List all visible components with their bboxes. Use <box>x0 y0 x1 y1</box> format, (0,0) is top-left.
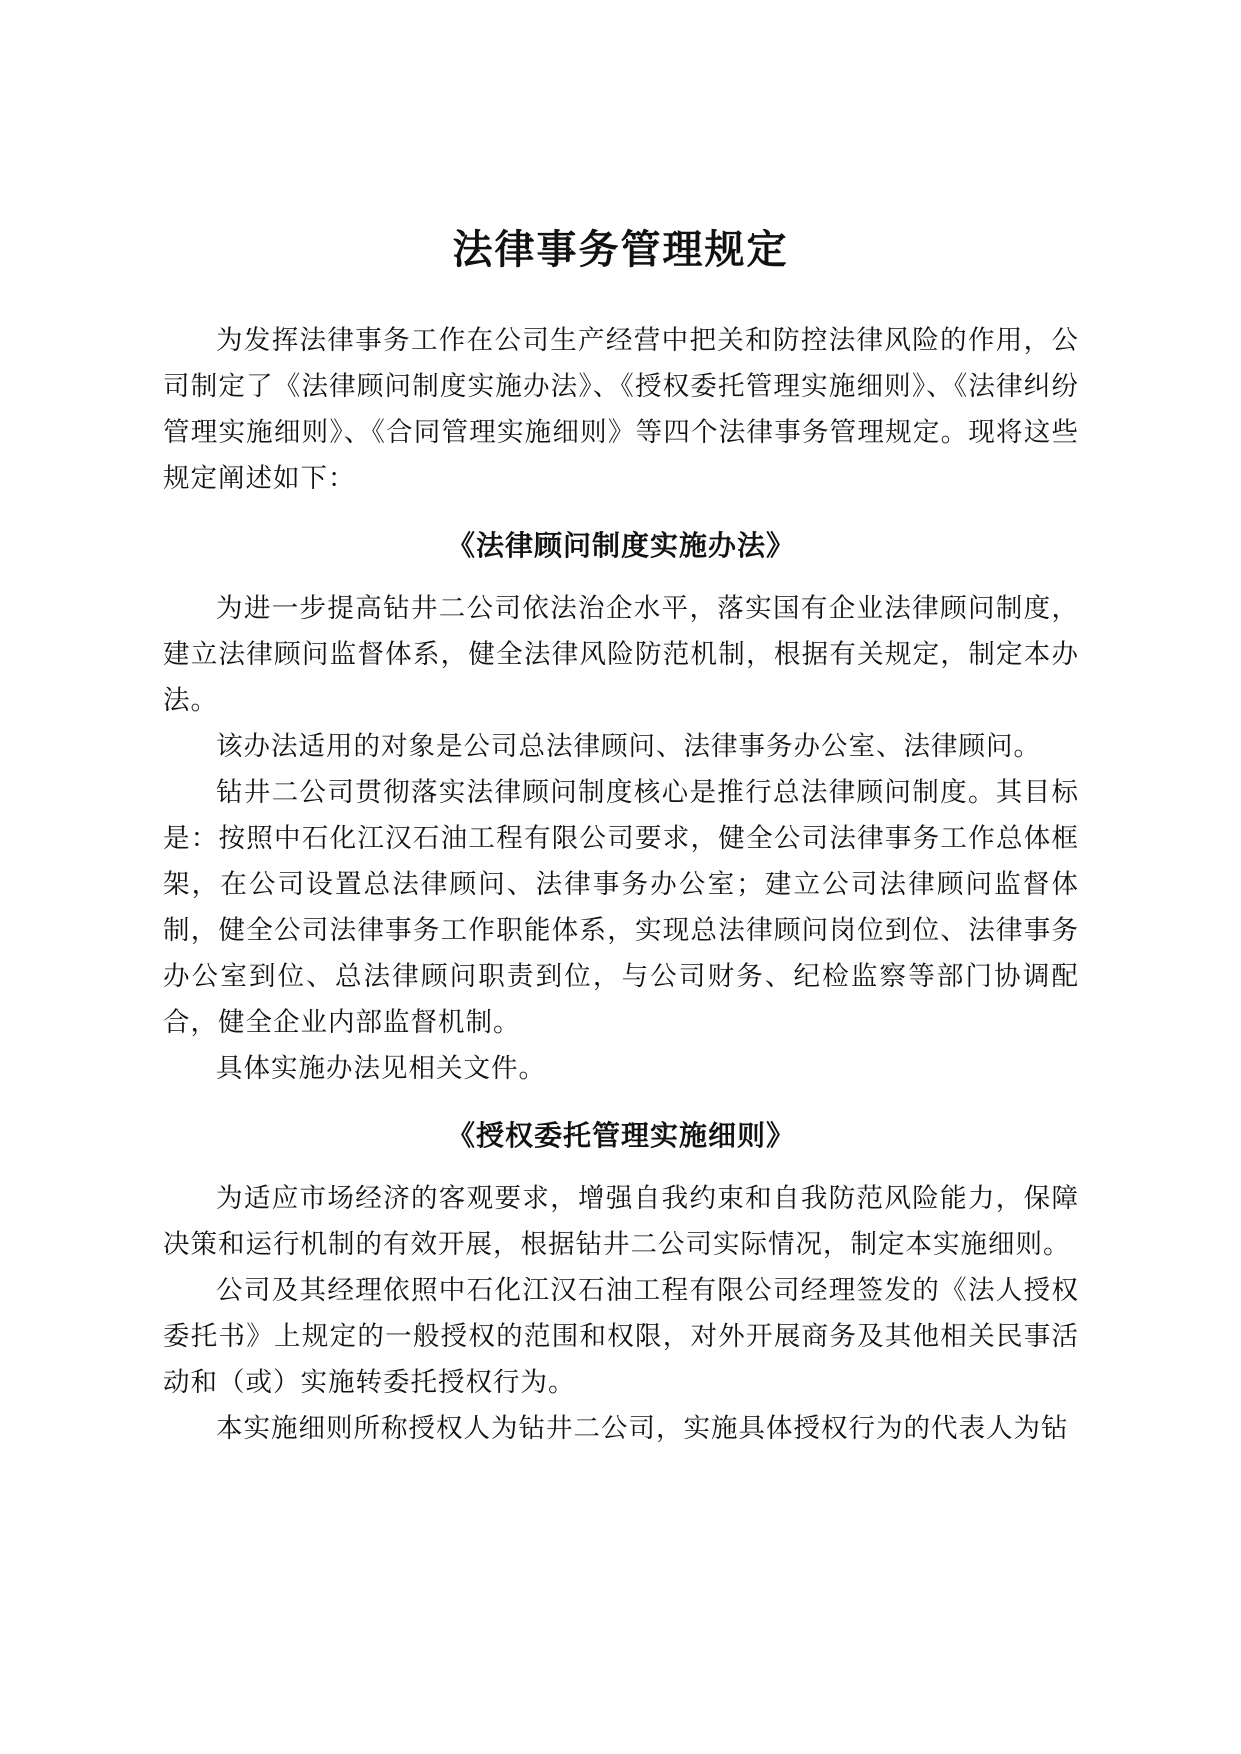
section-heading: 《法律顾问制度实施办法》 <box>446 529 795 562</box>
body-paragraph: 为进一步提高钻井二公司依法治企水平，落实国有企业法律顾问制度，建立法律顾问监督体系，健全法律风险防范机制，根据有关规定，制定本办法。 <box>163 593 1079 716</box>
body-paragraph: 钻井二公司贯彻落实法律顾问制度核心是推行总法律顾问制度。其目标是：按照中石化江汉石油工程有限公司要求，健全公司法律事务工作总体框架，在公司设置总法律顾问、法律事务办公室；建立公司法律顾问监督体制，健全公司法律事务工作职能体系，实现总法律顾问岗位到位、法律事务办公室到位、总法律顾问职责到位，与公司财务、纪检监察等部门协调配合，健全企业内部监督机制。 <box>163 777 1079 1038</box>
section-authorization <box>163 1116 1079 1452</box>
section-heading: 《授权委托管理实施细则》 <box>446 1119 795 1152</box>
body-paragraph: 该办法适用的对象是公司总法律顾问、法律事务办公室、法律顾问。 <box>216 731 1041 762</box>
body-paragraph: 本实施细则所称授权人为钻井二公司，实施具体授权行为的代表人为钻 <box>216 1413 1069 1444</box>
document-title: 法律事务管理规定 <box>452 227 789 273</box>
body-paragraph: 公司及其经理依照中石化江汉石油工程有限公司经理签发的《法人授权委托书》上规定的一般授权的范围和权限，对外开展商务及其他相关民事活动和（或）实施转委托授权行为。 <box>163 1275 1079 1398</box>
document-body <box>163 318 1079 1452</box>
section-legal-counsel <box>163 526 1079 1092</box>
intro-paragraph: 为发挥法律事务工作在公司生产经营中把关和防控法律风险的作用，公司制定了《法律顾问制度实施办法》、《授权委托管理实施细则》、《法律纠纷管理实施细则》、《合同管理实施细则》等四个法律事务管理规定。现将这些规定阐述如下： <box>163 325 1079 494</box>
body-paragraph: 为适应市场经济的客观要求，增强自我约束和自我防范风险能力，保障决策和运行机制的有效开展，根据钻井二公司实际情况，制定本实施细则。 <box>163 1183 1079 1260</box>
body-paragraph: 具体实施办法见相关文件。 <box>216 1053 546 1084</box>
